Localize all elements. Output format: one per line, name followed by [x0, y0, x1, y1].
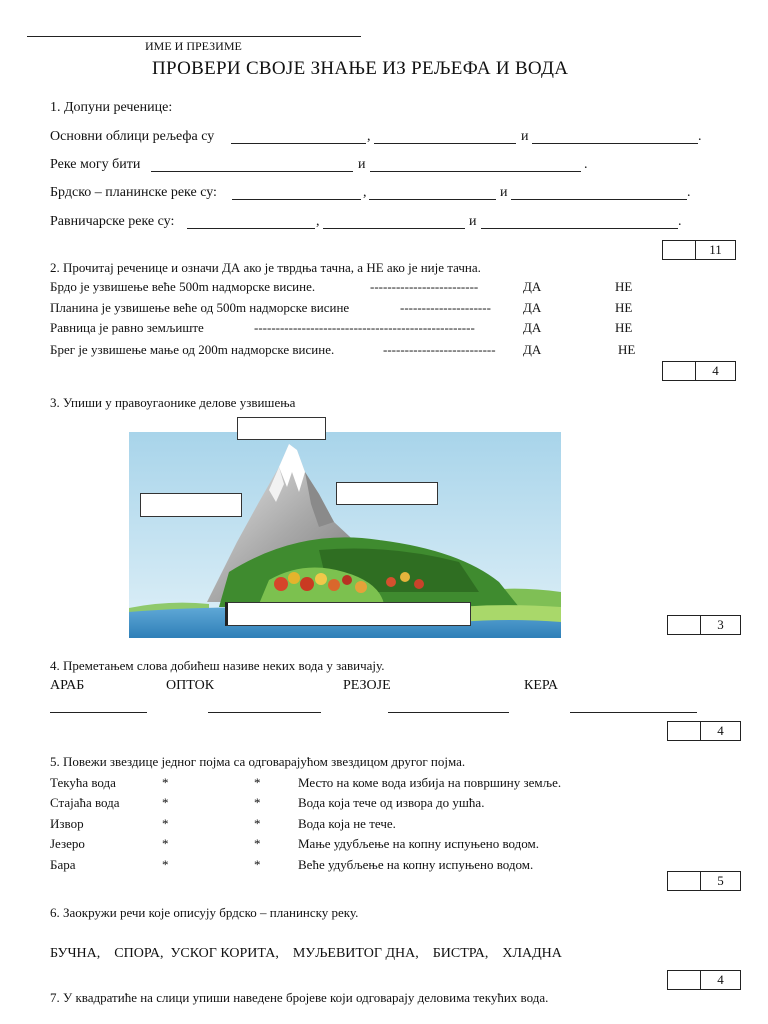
score-max: 11	[709, 242, 722, 257]
q4-answer-blank[interactable]	[388, 712, 509, 713]
q3-heading: 3. Упиши у правоугаонике делове узвишења	[50, 395, 296, 410]
q7-heading: 7. У квадратиће на слици упиши наведене бројеве који одговарају деловима текућих вода.	[50, 990, 549, 1005]
q1-heading: 1. Допуни реченице:	[50, 100, 173, 115]
name-underline[interactable]	[27, 36, 361, 37]
score-input[interactable]	[668, 872, 701, 890]
match-star-right[interactable]: *	[254, 816, 261, 831]
score-input[interactable]	[663, 362, 696, 380]
match-star-right[interactable]: *	[254, 836, 261, 851]
q2-score-box	[662, 361, 736, 381]
anagram-word: РЕЗОЈЕ	[343, 678, 391, 693]
definition-right: Мање удубљење на копну испуњено водом.	[298, 836, 540, 851]
match-star-left[interactable]: *	[162, 775, 169, 790]
q2-no-option[interactable]: НЕ	[618, 342, 636, 357]
q1-blank-3c[interactable]	[511, 199, 687, 200]
q2-statement: Брдо је узвишење веће 500m надморске висине.	[50, 279, 316, 294]
score-input[interactable]	[668, 971, 701, 989]
definition-right: Веће удубљење на копну испуњено водом.	[298, 857, 534, 872]
q4-score-box	[667, 721, 741, 741]
q2-statement: Планина је узвишење веће од 500m надморске висине	[50, 300, 350, 315]
q6-score-box	[667, 970, 741, 990]
q1-blank-3b[interactable]	[369, 199, 496, 200]
q1-blank-1a[interactable]	[231, 143, 366, 144]
score-max: 4	[717, 972, 724, 987]
q1-end: .	[678, 214, 682, 229]
q1-sep: и	[358, 157, 366, 172]
q5-score-box	[667, 871, 741, 891]
q2-dashes: --------------------------	[383, 342, 496, 357]
q1-blank-1b[interactable]	[374, 143, 516, 144]
score-max: 4	[712, 363, 719, 378]
q4-answer-blank[interactable]	[50, 712, 147, 713]
q1-blank-4a[interactable]	[187, 228, 315, 229]
q2-no-option[interactable]: НЕ	[615, 279, 633, 294]
q2-yes-option[interactable]: ДА	[523, 300, 542, 315]
match-star-left[interactable]: *	[162, 816, 169, 831]
score-max: 5	[717, 873, 724, 888]
match-star-right[interactable]: *	[254, 775, 261, 790]
q1-blank-4c[interactable]	[481, 228, 678, 229]
q2-yes-option[interactable]: ДА	[523, 342, 542, 357]
anagram-word: КЕРА	[524, 678, 558, 693]
q1-blank-1c[interactable]	[532, 143, 698, 144]
match-star-left[interactable]: *	[162, 857, 169, 872]
q1-sep: ,	[316, 214, 320, 229]
anagram-word: АРАБ	[50, 678, 85, 693]
q2-statement: Равница је равно земљиште	[50, 320, 204, 335]
mountain-illustration	[129, 432, 561, 638]
q1-line1-prefix: Основни облици рељефа су	[50, 129, 215, 144]
score-input[interactable]	[663, 241, 696, 259]
q1-sep: и	[500, 185, 508, 200]
q1-blank-4b[interactable]	[323, 228, 465, 229]
q1-end: .	[698, 129, 702, 144]
q2-yes-option[interactable]: ДА	[523, 279, 542, 294]
q2-statement: Брег је узвишење мање од 200m надморске висине.	[50, 342, 335, 357]
q5-heading: 5. Повежи звездице једног појма са одговарајућом звездицом другог појма.	[50, 754, 466, 769]
q1-line2-prefix: Реке могу бити	[50, 157, 141, 172]
anagram-word: ОПТОК	[166, 678, 215, 693]
label-box-slope[interactable]	[336, 482, 438, 505]
q1-end: .	[687, 185, 691, 200]
label-box-peak[interactable]	[237, 417, 326, 440]
label-box-foot[interactable]	[140, 493, 242, 517]
score-input[interactable]	[668, 616, 701, 634]
definition-right: Вода која не тече.	[298, 816, 396, 831]
q1-sep: и	[469, 214, 477, 229]
score-max: 3	[717, 617, 724, 632]
match-star-left[interactable]: *	[162, 836, 169, 851]
q1-blank-2a[interactable]	[151, 171, 353, 172]
q4-answer-blank[interactable]	[208, 712, 321, 713]
match-star-right[interactable]: *	[254, 795, 261, 810]
score-input[interactable]	[668, 722, 701, 740]
q2-no-option[interactable]: НЕ	[615, 320, 633, 335]
q2-dashes: ---------------------	[400, 300, 491, 315]
name-label: ИМЕ И ПРЕЗИМЕ	[145, 39, 242, 53]
term-left: Бара	[50, 857, 76, 872]
definition-right: Вода која тече од извора до ушћа.	[298, 795, 485, 810]
q6-word-options[interactable]: БУЧНА, СПОРА, УСКОГ КОРИТА, МУЉЕВИТОГ ДНА, БИСТРА, ХЛАДНА	[50, 946, 562, 961]
term-left: Стајаћа вода	[50, 795, 120, 810]
page-title: ПРОВЕРИ СВОЈЕ ЗНАЊЕ ИЗ РЕЉЕФА И ВОДА	[152, 58, 569, 79]
q1-end: .	[584, 157, 588, 172]
q2-yes-option[interactable]: ДА	[523, 320, 542, 335]
term-left: Извор	[50, 816, 84, 831]
q1-sep: и	[521, 129, 529, 144]
term-left: Текућа вода	[50, 775, 116, 790]
q6-heading: 6. Заокружи речи које описују брдско – планинску реку.	[50, 905, 359, 920]
q1-sep: ,	[367, 129, 371, 144]
match-star-left[interactable]: *	[162, 795, 169, 810]
q1-sep: ,	[363, 185, 367, 200]
q1-blank-2b[interactable]	[370, 171, 581, 172]
q2-dashes: ---------------------------------------------------	[254, 320, 475, 335]
q2-dashes: -------------------------	[370, 279, 479, 294]
q2-no-option[interactable]: НЕ	[615, 300, 633, 315]
q4-answer-blank[interactable]	[570, 712, 697, 713]
q4-heading: 4. Преметањем слова добићеш називе неких вода у завичају.	[50, 658, 385, 673]
q1-blank-3a[interactable]	[232, 199, 361, 200]
term-left: Језеро	[50, 836, 85, 851]
q3-score-box	[667, 615, 741, 635]
q1-line3-prefix: Брдско – планинске реке су:	[50, 185, 217, 200]
match-star-right[interactable]: *	[254, 857, 261, 872]
q1-line4-prefix: Равничарске реке су:	[50, 214, 175, 229]
definition-right: Место на коме вода избија на површину земље.	[298, 775, 562, 790]
q2-heading: 2. Прочитај реченице и означи ДА ако је тврдња тачна, а НЕ ако је није тачна.	[50, 260, 481, 275]
q1-score-box	[662, 240, 736, 260]
label-box-plain[interactable]	[225, 602, 471, 626]
score-max: 4	[717, 723, 724, 738]
